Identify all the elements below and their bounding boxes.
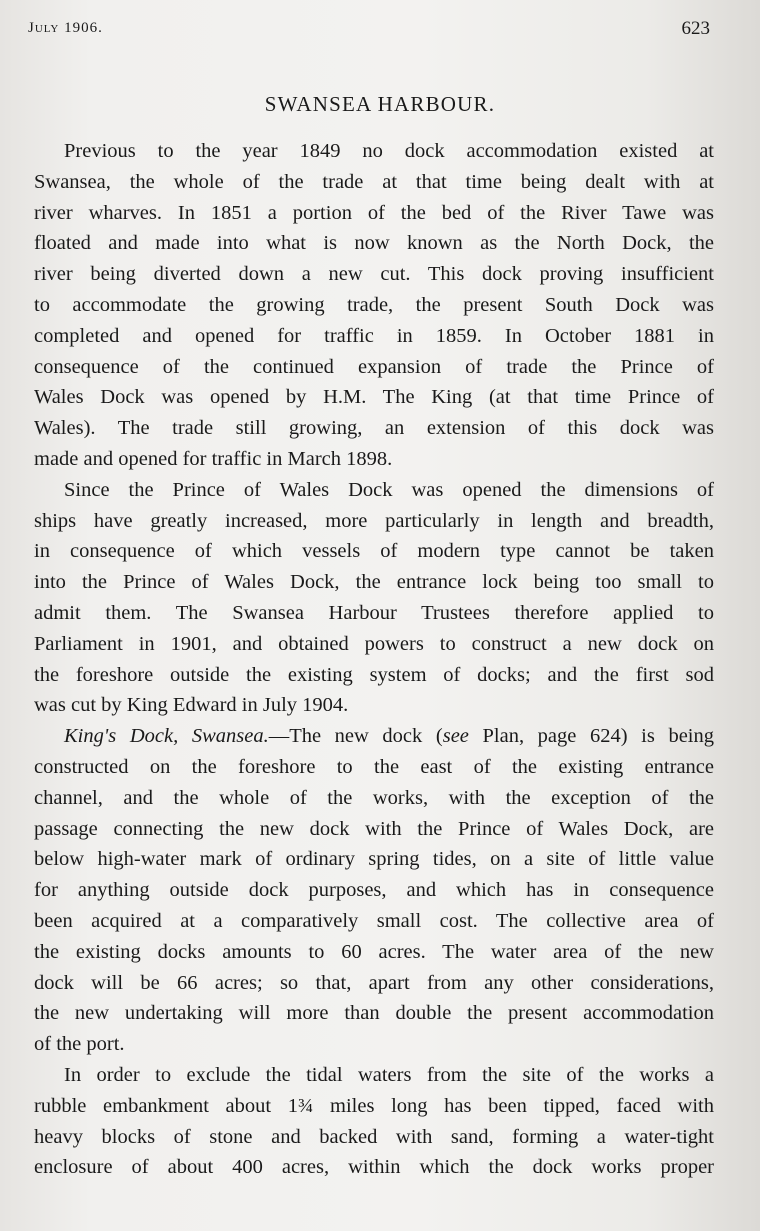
text-line: rubble embankment about 1¾ miles long has been tipped, faced with	[34, 1094, 714, 1117]
text-line: to accommodate the growing trade, the present South Dock was	[34, 294, 714, 316]
text-line: been acquired at a comparatively small cost. The collective area of	[34, 910, 714, 932]
text-line: the foreshore outside the existing system of docks; and the first sod	[34, 663, 714, 686]
text-line: of the port.	[34, 1033, 125, 1056]
text-line: river wharves. In 1851 a portion of the bed of the River Tawe was	[34, 201, 714, 224]
text-line: enclosure of about 400 acres, within which the dock works proper	[34, 1156, 714, 1179]
text-line: Swansea, the whole of the trade at that time being dealt with at	[34, 170, 714, 193]
text-line: for anything outside dock purposes, and which has in consequence	[34, 879, 714, 902]
text-line: channel, and the whole of the works, with the exception of the	[34, 786, 714, 809]
text-line: into the Prince of Wales Dock, the entrance lock being too small to	[34, 571, 714, 594]
text-line: river being diverted down a new cut. This dock proving insufficient	[34, 263, 714, 286]
text-line: In order to exclude the tidal waters from the site of the works a	[64, 1064, 714, 1086]
text-line: heavy blocks of stone and backed with sand, forming a water-tight	[34, 1125, 714, 1148]
text-line: completed and opened for traffic in 1859. In October 1881 in	[34, 324, 714, 347]
text-line: passage connecting the new dock with the Prince of Wales Dock, are	[34, 817, 714, 840]
text-line: in consequence of which vessels of modern type cannot be taken	[34, 540, 714, 563]
text-line: admit them. The Swansea Harbour Trustees therefore applied to	[34, 602, 714, 624]
text-line: made and opened for traffic in March 1898.	[34, 448, 393, 470]
text-line: ships have greatly increased, more particularly in length and breadth,	[34, 509, 714, 532]
text-line: Previous to the year 1849 no dock accommodation existed at	[64, 140, 714, 162]
page-title: SWANSEA HARBOUR.	[264, 92, 496, 116]
text-line: Wales Dock was opened by H.M. The King (at that time Prince of	[34, 386, 714, 409]
text-line: constructed on the foreshore to the east of the existing entrance	[34, 756, 714, 778]
page-header	[28, 20, 710, 44]
running-head: July 1906.	[28, 20, 103, 36]
text-line: dock will be 66 acres; so that, apart from any other considerations,	[34, 971, 714, 994]
text-line: consequence of the continued expansion of trade the Prince of	[34, 355, 714, 378]
text-line: Wales). The trade still growing, an extension of this dock was	[34, 417, 714, 440]
text-line: King's Dock, Swansea.—The new dock (see Plan, page 624) is being	[64, 725, 714, 748]
text-line: Since the Prince of Wales Dock was opened the dimensions of	[64, 478, 714, 501]
text-line: Parliament in 1901, and obtained powers to construct a new dock on	[34, 632, 714, 655]
text-line: floated and made into what is now known as the North Dock, the	[34, 232, 714, 255]
text-line: below high-water mark of ordinary spring tides, on a site of little value	[34, 848, 714, 871]
text-line: the existing docks amounts to 60 acres. The water area of the new	[34, 940, 714, 963]
text-line: the new undertaking will more than double the present accommodation	[34, 1002, 714, 1025]
page-number: 623	[681, 18, 710, 39]
text-line: was cut by King Edward in July 1904.	[34, 694, 349, 717]
